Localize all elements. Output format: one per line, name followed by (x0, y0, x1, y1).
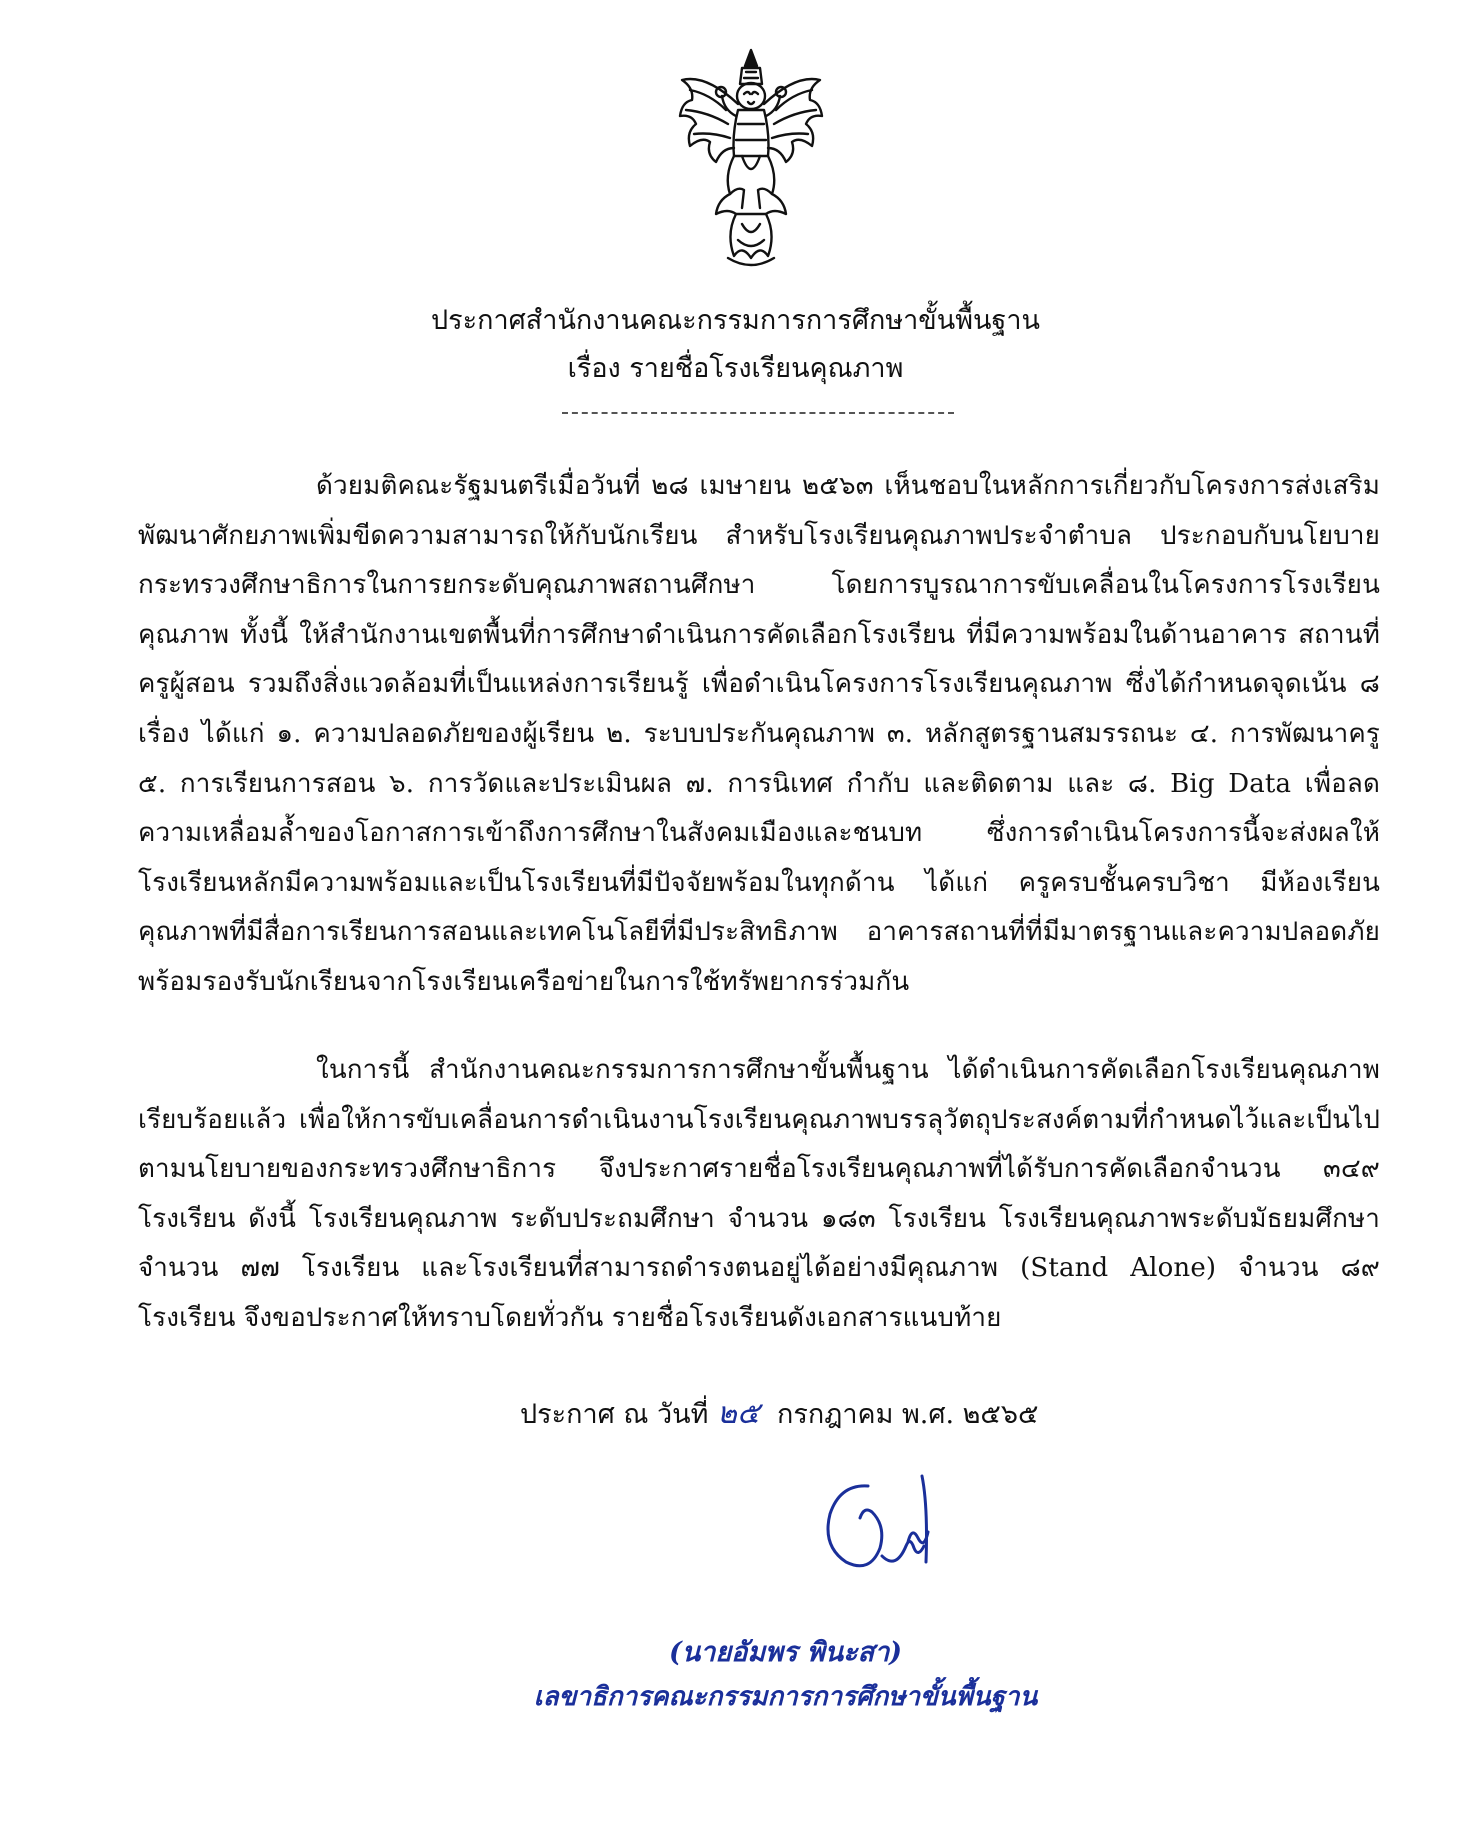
body-paragraph-2: ในการนี้ สำนักงานคณะกรรมการการศึกษาขั้นพื้นฐาน ได้ดำเนินการคัดเลือกโรงเรียนคุณภาพ เรียบร้อยแล้ว เพื่อให้การขับเคลื่อนการดำเนินงานโรงเรียนคุณภาพบรรลุวัตถุประสงค์ตามที่กำหนดไว้และเป็นไปตามนโยบายของกระทรวงศึกษาธิการ จึงประกาศรายชื่อโรงเรียนคุณภาพที่ได้รับการคัดเลือกจำนวน ๓๔๙ โรงเรียน ดังนี้ โรงเรียนคุณภาพ ระดับประถมศึกษา จำนวน ๑๘๓ โรงเรียน โรงเรียนคุณภาพระดับมัธยมศึกษา จำนวน ๗๗ โรงเรียน และโรงเรียนที่สามารถดำรงตนอยู่ได้อย่างมีคุณภาพ (Stand Alone) จำนวน ๘๙ โรงเรียน จึงขอประกาศให้ทราบโดยทั่วกัน รายชื่อโรงเรียนดังเอกสารแนบท้าย (138, 1055, 1380, 1333)
date-prefix: ประกาศ ณ วันที่ (520, 1399, 709, 1430)
announcement-date (520, 1390, 1038, 1437)
announcement-title: ประกาศสำนักงานคณะกรรมการการศึกษาขั้นพื้นฐาน (431, 305, 1040, 336)
title-divider (562, 412, 954, 414)
handwritten-signature-icon (810, 1466, 960, 1596)
date-suffix: กรกฎาคม พ.ศ. ๒๕๖๕ (777, 1399, 1039, 1430)
signer-title: เลขาธิการคณะกรรมการการศึกษาขั้นพื้นฐาน (533, 1682, 1038, 1712)
signer-name: (นายอัมพร พินะสา) (668, 1637, 903, 1668)
body-paragraph-1: ด้วยมติคณะรัฐมนตรีเมื่อวันที่ ๒๘ เมษายน ๒๕๖๓ เห็นชอบในหลักการเกี่ยวกับโครงการส่งเสริมพัฒนาศักยภาพเพิ่มขีดความสามารถให้กับนักเรียน สำหรับโรงเรียนคุณภาพประจำตำบล ประกอบกับนโยบายกระทรวงศึกษาธิการในการยกระดับคุณภาพสถานศึกษา โดยการบูรณาการขับเคลื่อนในโครงการโรงเรียนคุณภาพ ทั้งนี้ ให้สำนักงานเขตพื้นที่การศึกษาดำเนินการคัดเลือกโรงเรียน ที่มีความพร้อมในด้านอาคาร สถานที่ ครูผู้สอน รวมถึงสิ่งแวดล้อมที่เป็นแหล่งการเรียนรู้ เพื่อดำเนินโครงการโรงเรียนคุณภาพ ซึ่งได้กำหนดจุดเน้น ๘ เรื่อง ได้แก่ ๑. ความปลอดภัยของผู้เรียน ๒. ระบบประกันคุณภาพ ๓. หลักสูตรฐานสมรรถนะ ๔. การพัฒนาครู ๕. การเรียนการสอน ๖. การวัดและประเมินผล ๗. การนิเทศ กำกับ และติดตาม และ ๘. Big Data เพื่อลดความเหลื่อมล้ำของโอกาสการเข้าถึงการศึกษาในสังคมเมืองและชนบท ซึ่งการดำเนินโครงการนี้จะส่งผลให้โรงเรียนหลักมีความพร้อมและเป็นโรงเรียนที่มีปัจจัยพร้อมในทุกด้าน ได้แก่ ครูครบชั้นครบวิชา มีห้องเรียนคุณภาพที่มีสื่อการเรียนการสอนและเทคโนโลยีที่มีประสิทธิภาพ อาคารสถานที่ที่มีมาตรฐานและความปลอดภัย พร้อมรองรับนักเรียนจากโรงเรียนเครือข่ายในการใช้ทรัพยากรร่วมกัน (138, 471, 1380, 997)
announcement-subject: เรื่อง รายชื่อโรงเรียนคุณภาพ (567, 353, 904, 384)
date-day-handwritten: ๒๕ (717, 1396, 760, 1431)
garuda-emblem-icon (676, 44, 826, 272)
